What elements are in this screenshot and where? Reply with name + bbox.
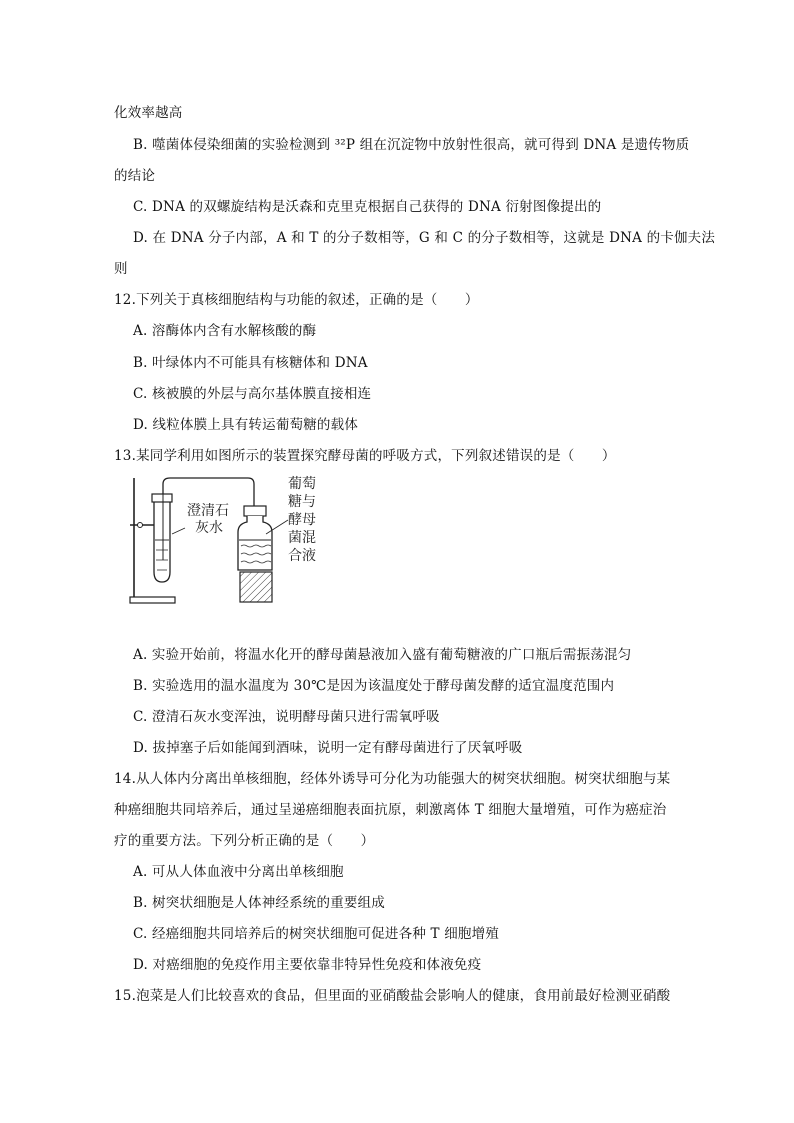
stand-base: [130, 597, 175, 603]
q13-option-a: A. 实验开始前，将温水化开的酵母菌悬液加入盛有葡萄糖液的广口瓶后需振荡混匀: [133, 647, 632, 663]
option-c: C. DNA 的双螺旋结构是沃森和克里克根据自己获得的 DNA 衍射图像提出的: [133, 199, 602, 215]
q13-option-b: B. 实验选用的温水温度为 30℃是因为该温度处于酵母菌发酵的适宜温度范围内: [133, 678, 615, 694]
q12-option-d: D. 线粒体膜上具有转运葡萄糖的载体: [133, 417, 359, 433]
q13-option-c: C. 澄清石灰水变浑浊，说明酵母菌只进行需氧呼吸: [133, 709, 440, 725]
q12-option-c: C. 核被膜的外层与高尔基体膜直接相连: [133, 386, 372, 402]
q14-option-d: D. 对癌细胞的免疫作用主要依靠非特异性免疫和体液免疫: [133, 957, 482, 973]
text-line: 的结论: [114, 168, 156, 184]
label-pointer: [172, 528, 185, 534]
q14-option-a: A. 可从人体血液中分离出单核细胞: [133, 864, 344, 880]
mixture-label: 合液: [288, 548, 316, 564]
q12-option-a: A. 溶酶体内含有水解核酸的酶: [133, 323, 317, 339]
q13-option-d: D. 拔掉塞子后如能闻到酒味，说明一定有酵母菌进行了厌氧呼吸: [133, 740, 523, 756]
option-b: B. 噬菌体侵染细菌的实验检测到 ³²P 组在沉淀物中放射性很高，就可得到 DNA 是遗传物质: [133, 137, 690, 153]
mixture-label: 糖与: [288, 494, 316, 510]
text-line: 化效率越高: [114, 105, 183, 121]
tube-stopper: [152, 494, 172, 502]
question-14-cont: 疗的重要方法。下列分析正确的是（ ）: [114, 833, 375, 849]
q14-option-b: B. 树突状细胞是人体神经系统的重要组成: [133, 895, 386, 911]
limewater-label: 澄清石: [187, 503, 229, 519]
apparatus-figure: [120, 470, 350, 610]
mixture-label: 葡萄: [288, 476, 316, 492]
question-14: 14.从人体内分离出单核细胞，经体外诱导可分化为功能强大的树突状细胞。树突状细胞与某: [114, 771, 671, 787]
warm-water-block: [240, 572, 272, 602]
q14-option-c: C. 经癌细胞共同培养后的树突状细胞可促进各种 T 细胞增殖: [133, 926, 500, 942]
mixture-label: 菌混: [288, 530, 316, 546]
question-15: 15.泡菜是人们比较喜欢的食品，但里面的亚硝酸盐会影响人的健康，食用前最好检测亚硝酸: [114, 988, 671, 1004]
limewater-label: 灰水: [195, 520, 223, 536]
wide-mouth-bottle: [238, 516, 272, 570]
question-13: 13.某同学利用如图所示的装置探究酵母菌的呼吸方式，下列叙述错误的是（ ）: [114, 448, 616, 464]
text-line: 则: [114, 261, 128, 277]
clamp-screw: [138, 523, 143, 528]
apparatus-diagram: [120, 470, 350, 610]
option-d: D. 在 DNA 分子内部，A 和 T 的分子数相等，G 和 C 的分子数相等，这就是 DNA 的卡伽夫法: [133, 230, 716, 246]
question-14-cont: 种癌细胞共同培养后，通过呈递癌细胞表面抗原，刺激离体 T 细胞大量增殖，可作为癌症治: [114, 802, 667, 818]
question-12: 12.下列关于真核细胞结构与功能的叙述，正确的是（ ）: [114, 292, 479, 308]
bottle-stopper: [244, 506, 266, 516]
mixture-label: 酵母: [288, 512, 316, 528]
q12-option-b: B. 叶绿体内不可能具有核糖体和 DNA: [133, 355, 368, 371]
